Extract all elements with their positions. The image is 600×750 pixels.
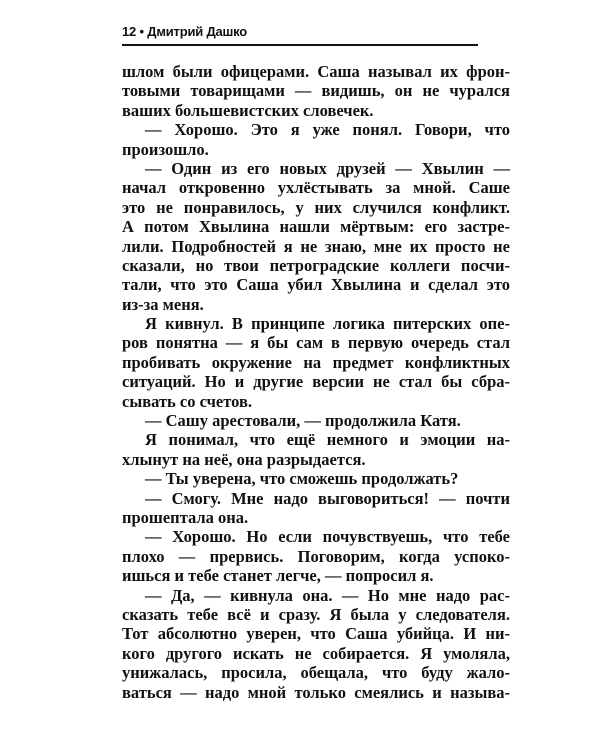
text-line: товыми товарищами — видишь, он не чурался — [122, 81, 510, 101]
text-line: — Сашу арестовали, — продолжила Катя. — [145, 411, 461, 431]
text-line: — Смогу. Мне надо выговориться! — почти — [145, 488, 510, 508]
text-line: — Ты уверена, что сможешь продолжать? — [145, 469, 459, 489]
text-line: ситуаций. Но и другие версии не стал бы сбра- — [122, 372, 510, 392]
text-line: лили. Подробностей я не знаю, мне их просто не — [122, 236, 510, 256]
text-line: — Хорошо. Это я уже понял. Говори, что — [145, 120, 510, 140]
text-line: сказали, но твои петроградские коллеги посчи- — [122, 255, 510, 275]
text-line: Я кивнул. В принципе логика питерских опе- — [145, 314, 510, 334]
text-line: хлынут на неё, она разрыдается. — [122, 449, 366, 469]
text-line: это не понравилось, у них случился конфликт. — [122, 197, 510, 217]
text-line: начал откровенно ухлёстывать за мной. Саше — [122, 178, 510, 198]
text-line: ваших большевистских словечек. — [122, 100, 374, 120]
text-line: — Один из его новых друзей — Хвылин — — [145, 158, 510, 178]
text-line: из-за меня. — [122, 294, 204, 314]
text-line: шлом были офицерами. Саша называл их фрон- — [122, 62, 510, 81]
text-line: — Хорошо. Но если почувствуешь, что тебе — [145, 527, 510, 547]
text-line: ваться — надо мной только смеялись и называ- — [122, 682, 510, 702]
text-line: Я понимал, что ещё немного и эмоции на- — [145, 430, 510, 450]
text-line: кого другого искать не собирается. Я умоляла, — [122, 643, 510, 663]
text-line: плохо — прервись. Поговорим, когда успоко- — [122, 546, 510, 566]
body-text — [122, 62, 510, 702]
author-name: Дмитрий Дашко — [147, 24, 248, 39]
text-line: произошло. — [122, 139, 209, 159]
text-line: унижалась, просила, обещала, что буду жало- — [122, 663, 510, 683]
header-separator: • — [139, 24, 144, 39]
text-line: сывать со счетов. — [122, 391, 252, 411]
page-number: 12 — [122, 24, 137, 39]
header-rule — [122, 44, 478, 46]
text-line: пробивать окружение на предмет конфликтных — [122, 352, 510, 372]
text-line: ров понятна — я бы сам в первую очередь стал — [122, 333, 510, 353]
text-line: Тот абсолютно уверен, что Саша убийца. И ни- — [122, 624, 510, 644]
text-line: ишься и тебе станет легче, — попросил я. — [122, 566, 434, 586]
running-header — [122, 24, 478, 39]
text-line: — Да, — кивнула она. — Но мне надо рас- — [145, 585, 510, 605]
text-line: тали, что это Саша убил Хвылина и сделал это — [122, 275, 510, 295]
text-line: прошептала она. — [122, 507, 249, 527]
text-line: А потом Хвылина нашли мёртвым: его застре- — [122, 217, 510, 237]
text-line: сказать тебе всё и сразу. Я была у следователя. — [122, 604, 510, 624]
